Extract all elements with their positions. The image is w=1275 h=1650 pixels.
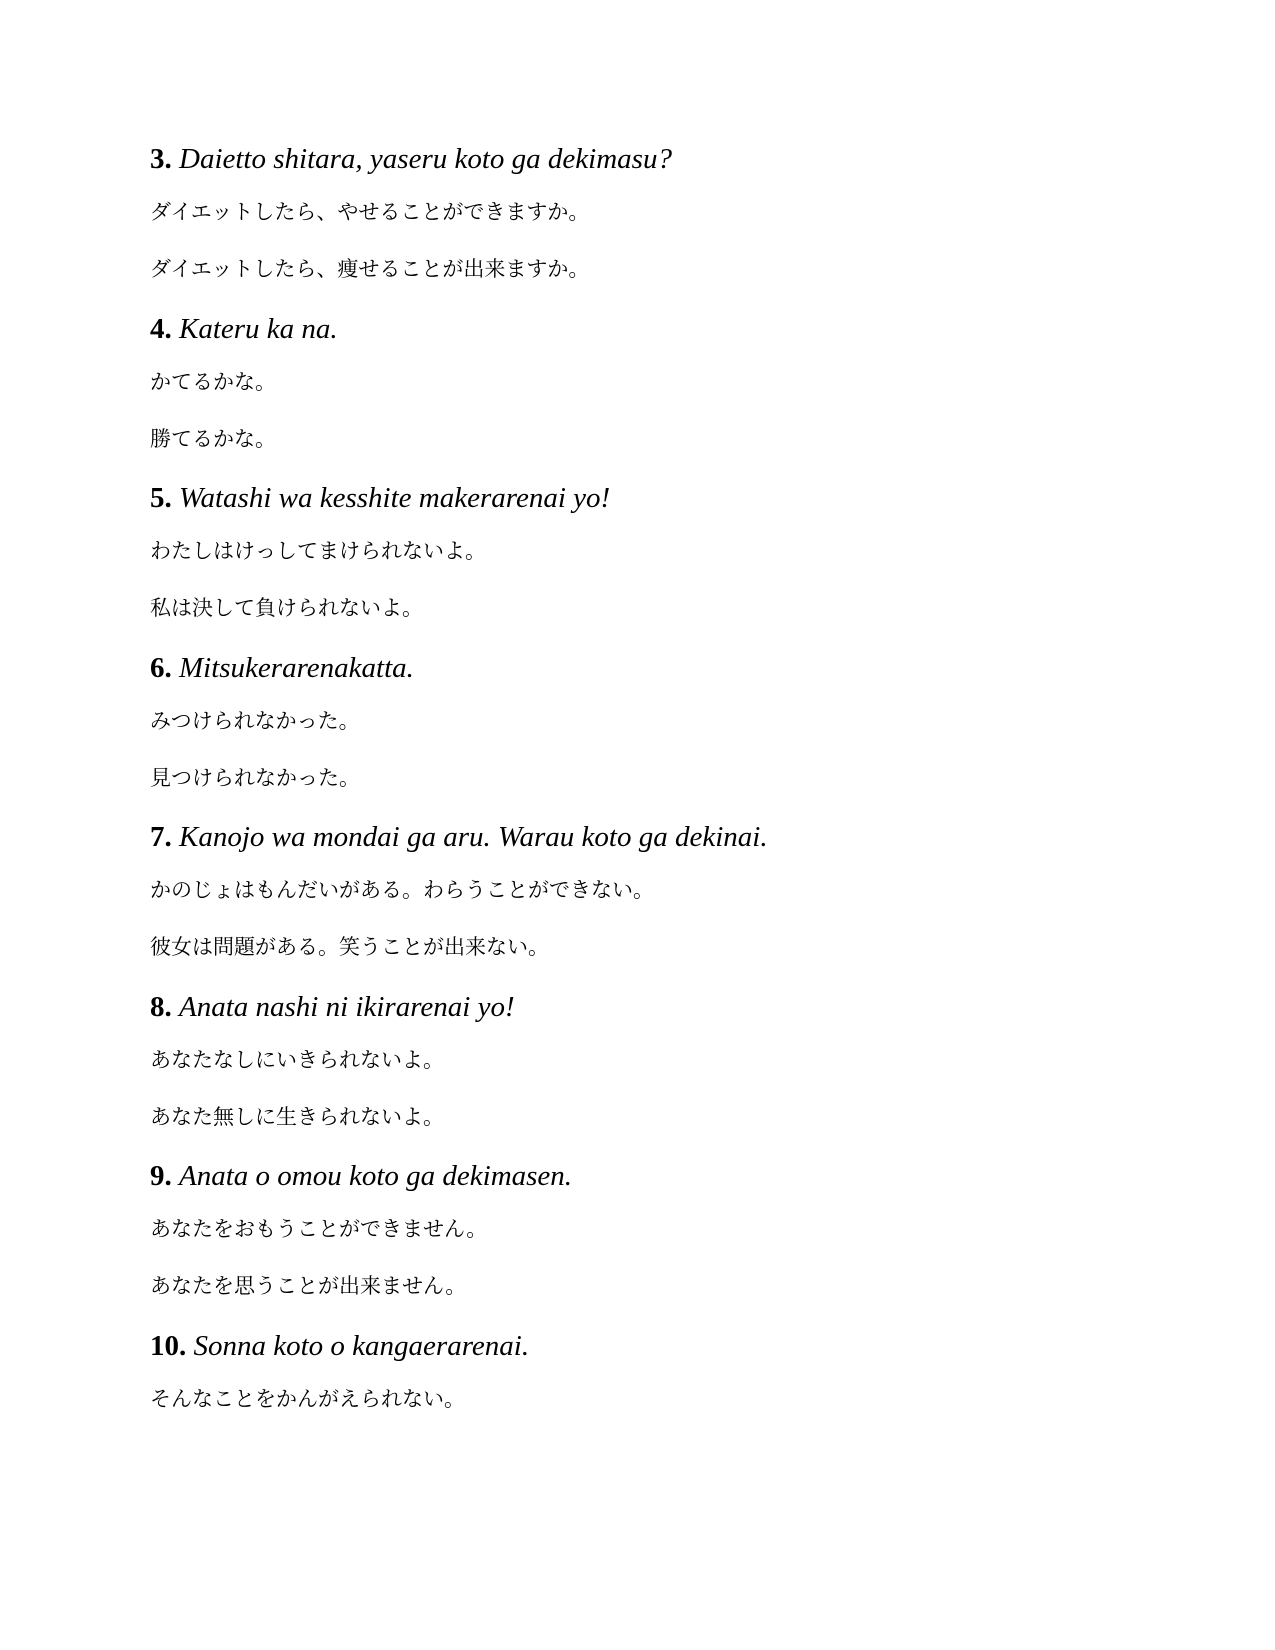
entry-kana: あなたなしにいきられないよ。 xyxy=(150,1048,444,1072)
entry-romaji: Kanojo wa mondai ga aru. Warau koto ga dekinai. xyxy=(179,821,768,853)
entry-heading xyxy=(150,480,1150,516)
entry-kanji: 勝てるかな。 xyxy=(150,427,276,451)
entry-9 xyxy=(150,1158,1150,1299)
entry-number: 5. xyxy=(150,482,172,514)
entry-number: 10. xyxy=(150,1330,187,1362)
entry-heading xyxy=(150,650,1150,686)
entry-10 xyxy=(150,1328,1150,1412)
entry-romaji: Anata nashi ni ikirarenai yo! xyxy=(179,991,515,1023)
entry-5 xyxy=(150,480,1150,621)
entry-7 xyxy=(150,819,1150,960)
entry-kana: あなたをおもうことができません。 xyxy=(150,1217,488,1241)
entry-heading xyxy=(150,141,1150,177)
entry-heading xyxy=(150,311,1150,347)
entry-heading xyxy=(150,819,1150,855)
entry-romaji: Sonna koto o kangaerarenai. xyxy=(193,1330,530,1362)
entry-8 xyxy=(150,989,1150,1130)
entry-kanji: 彼女は問題がある。笑うことが出来ない。 xyxy=(150,935,549,959)
entry-heading xyxy=(150,989,1150,1025)
entry-kana: ダイエットしたら、やせることができますか。 xyxy=(150,200,590,224)
entry-romaji: Anata o omou koto ga dekimasen. xyxy=(179,1160,573,1192)
entry-6 xyxy=(150,650,1150,791)
entry-romaji: Kateru ka na. xyxy=(179,313,338,345)
entry-number: 8. xyxy=(150,991,172,1023)
entry-romaji: Mitsukerarenakatta. xyxy=(179,652,414,684)
entry-4 xyxy=(150,311,1150,452)
entry-kanji: ダイエットしたら、痩せることが出来ますか。 xyxy=(150,257,590,281)
entry-heading xyxy=(150,1158,1150,1194)
entry-romaji: Daietto shitara, yaseru koto ga dekimasu? xyxy=(179,143,672,175)
entry-heading xyxy=(150,1328,1150,1364)
entry-number: 3. xyxy=(150,143,172,175)
entry-kana: かてるかな。 xyxy=(150,370,276,394)
entry-kana: かのじょはもんだいがある。わらうことができない。 xyxy=(150,878,654,902)
entry-number: 7. xyxy=(150,821,172,853)
entry-kana: そんなことをかんがえられない。 xyxy=(150,1387,465,1411)
entry-number: 6. xyxy=(150,652,172,684)
entry-number: 9. xyxy=(150,1160,172,1192)
entry-kanji: 見つけられなかった。 xyxy=(150,766,360,790)
entry-kanji: あなた無しに生きられないよ。 xyxy=(150,1105,444,1129)
entry-kanji: あなたを思うことが出来ません。 xyxy=(150,1274,467,1298)
entry-3 xyxy=(150,141,1150,282)
entry-kanji: 私は決して負けられないよ。 xyxy=(150,596,423,620)
entry-number: 4. xyxy=(150,313,172,345)
entry-kana: わたしはけっしてまけられないよ。 xyxy=(150,539,486,563)
entry-romaji: Watashi wa kesshite makerarenai yo! xyxy=(179,482,611,514)
entry-kana: みつけられなかった。 xyxy=(150,709,360,733)
